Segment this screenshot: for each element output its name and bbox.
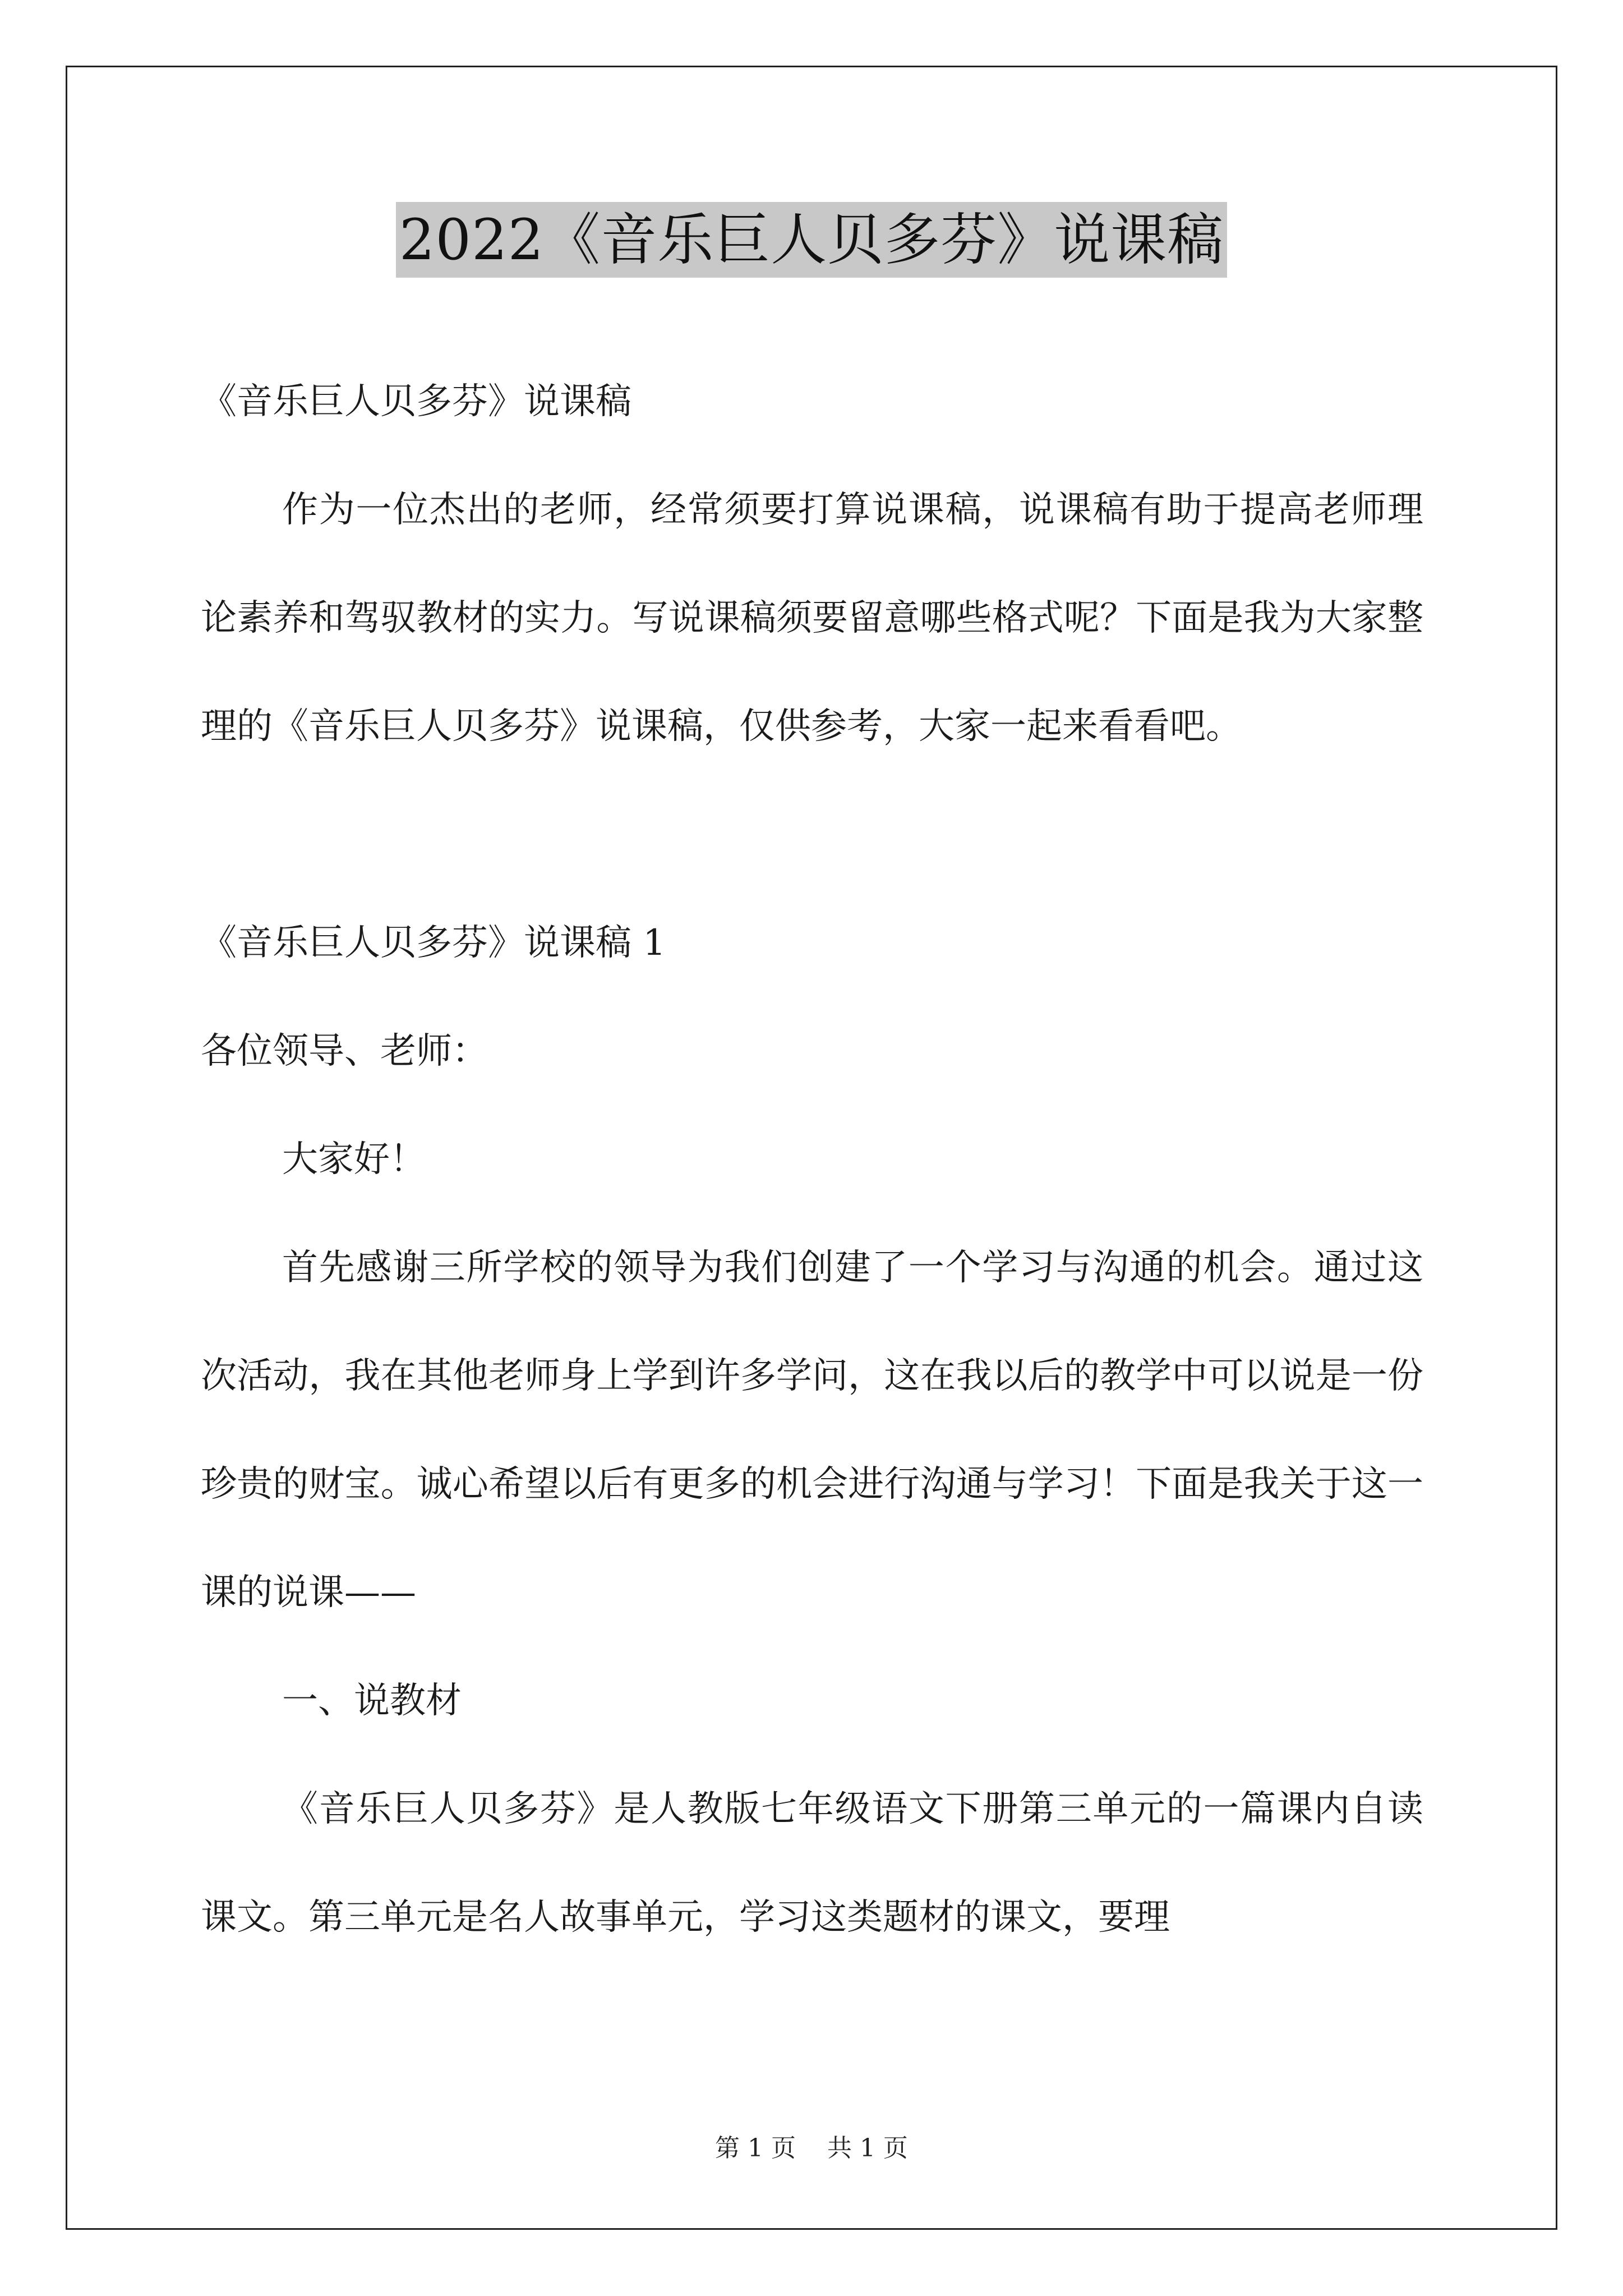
textbook-paragraph: 《音乐巨人贝多芬》是人教版七年级语文下册第三单元的一篇课内自读课文。第三单元是名人故事单元，学习这类题材的课文，要理 bbox=[201, 1788, 1423, 1938]
document-title: 2022《音乐巨人贝多芬》说课稿 bbox=[396, 202, 1228, 278]
paragraph-spacer bbox=[201, 781, 1423, 889]
intro-paragraph: 作为一位杰出的老师，经常须要打算说课稿，说课稿有助于提高老师理论素养和驾驭教材的实力。写说课稿须要留意哪些格式呢？下面是我为大家整理的《音乐巨人贝多芬》说课稿，仅供参考，大家一起来看看吧。 bbox=[201, 489, 1423, 747]
page-footer: 第 1 页 共 1 页 bbox=[715, 2134, 908, 2162]
title-container bbox=[0, 202, 1623, 278]
subtitle-line: 《音乐巨人贝多芬》说课稿 bbox=[201, 381, 631, 422]
document-body bbox=[201, 348, 1423, 1972]
salutation-line: 各位领导、老师： bbox=[201, 1030, 488, 1072]
greeting-line: 大家好！ bbox=[282, 1139, 426, 1180]
thanks-paragraph: 首先感谢三所学校的领导为我们创建了一个学习与沟通的机会。通过这次活动，我在其他老师身上学到许多学问，这在我以后的教学中可以说是一份珍贵的财宝。诚心希望以后有更多的机会进行沟通与学习！下面是我关于这一课的说课—— bbox=[201, 1247, 1423, 1613]
textbook-heading: 一、说教材 bbox=[282, 1680, 462, 1722]
section-heading: 《音乐巨人贝多芬》说课稿 1 bbox=[201, 922, 666, 964]
